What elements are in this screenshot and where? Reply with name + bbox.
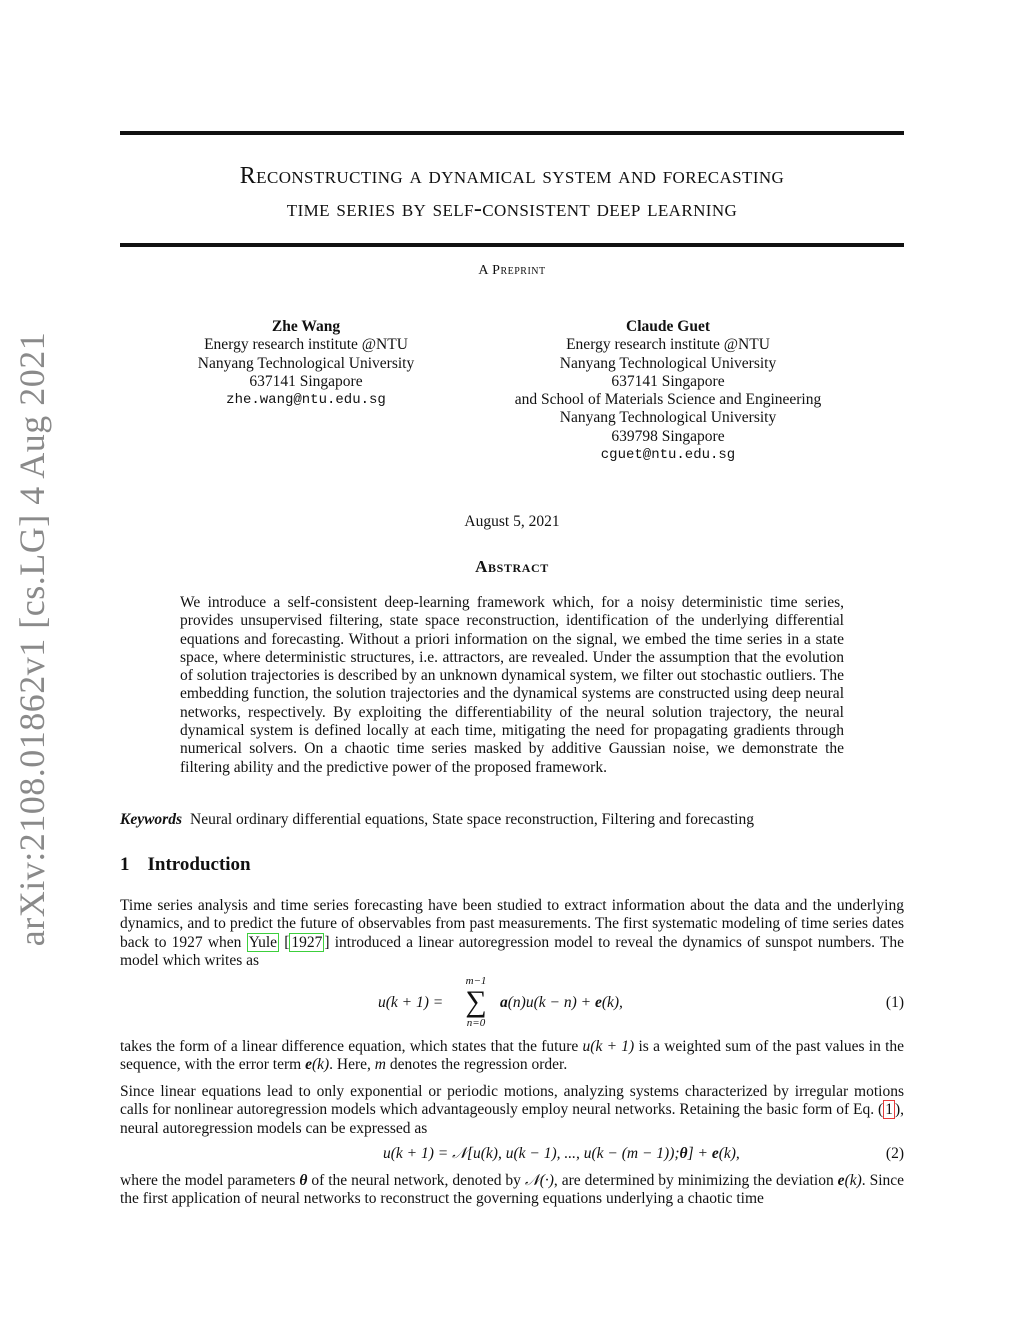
vector-theta: θ (679, 1145, 688, 1162)
equation-body (383, 1145, 740, 1163)
keywords-text: Neural ordinary differential equations, State space reconstruction, Filtering and forecasting (190, 811, 754, 828)
equation-number: (1) (885, 994, 904, 1011)
section-title: Introduction (147, 854, 251, 875)
intro-paragraph-2 (120, 1038, 904, 1075)
citation-link-year[interactable]: 1927 (291, 933, 323, 951)
paragraph-text: denotes the regression order. (389, 1056, 568, 1074)
author-block-2 (488, 318, 848, 464)
sum-upper-limit: m−1 (465, 975, 487, 987)
citation-link-author[interactable]: Yule (248, 933, 278, 951)
author-affiliation: 637141 Singapore (611, 372, 725, 390)
paragraph-text: introduced a linear autoregression model to reveal the dynamics of sunspot numbers. The model which writes as (120, 933, 905, 969)
vector-theta: θ (299, 1172, 308, 1189)
equation-term: (n)u(k − n) + (507, 994, 592, 1011)
paragraph-text: is a weighted sum of the past values in the sequence, with the error term (120, 1038, 905, 1074)
title-top-rule (120, 131, 904, 135)
paragraph-text: Since linear equations lead to only exponential or periodic motions, analyzing systems characterized by irregular motions calls for nonlinear autoregression models which advantageously employ neural networks. Retaining the basic form of Eq. ( (120, 1083, 904, 1119)
author-email[interactable]: zhe.wang@ntu.edu.sg (226, 392, 386, 409)
section-number: 1 (120, 854, 130, 875)
title-line-2: time series by self-consistent deep learning (286, 196, 738, 222)
abstract-text: We introduce a self-consistent deep-learning framework which, for a noisy deterministic time series, provides unsupervised filtering, state space reconstruction, identification of the underlying differential equations and forecasting. Without a priori information on the signal, we embed the time series in a state space, where deterministic structures, i.e. attractors, are revealed. Under the assumption that the evolution of solution trajectories is described by an unknown dynamical system, we filter out stochastic outliers. The embedding function, the solution trajectories and the dynamical systems are constructed using deep neural networks, respectively. By exploiting the differentiability of the neural solution trajectory, the neural dynamical system is defined locally at each time, mitigating the need for propagating gradients through numerical solvers. On a chaotic time series masked by additive Gaussian noise, we demonstrate the filtering ability and the predictive power of the proposed framework. (180, 594, 844, 776)
sum-symbol: ∑ (465, 985, 487, 1018)
author-email[interactable]: cguet@ntu.edu.sg (600, 447, 736, 464)
paragraph-text: where the model parameters (120, 1172, 296, 1189)
section-heading (120, 854, 251, 876)
equation-lhs: u(k + 1) = (378, 994, 444, 1011)
equation-number: (2) (885, 1145, 904, 1162)
paragraph-text: Time series analysis and time series forecasting have been studied to extract information about the data and the underlying dynamics, and to predict the future of observables from past measurements. The first systematic modeling of time series dates back to 1927 when (120, 897, 904, 951)
author-affiliation: and School of Materials Science and Engineering (514, 391, 822, 409)
paragraph-text: ), neural autoregression models can be expressed as (120, 1101, 904, 1137)
math-inline: (k) (844, 1172, 862, 1189)
math-inline: 𝒩(·) (524, 1172, 554, 1189)
paper-title (120, 160, 904, 226)
equation-term: u(k + 1) = 𝒩[u(k), u(k − 1), ..., u(k − (m − 1)); (383, 1145, 680, 1162)
vector-e: e (594, 994, 602, 1011)
equation-1 (120, 975, 904, 1035)
vector-a: a (500, 994, 508, 1011)
preprint-label: A Preprint (478, 263, 546, 278)
arxiv-identifier-stamp: arXiv:2108.01862v1 [cs.LG] 4 Aug 2021 (12, 331, 52, 947)
author-affiliation: Energy research institute @NTU (204, 336, 408, 354)
keywords-label: Keywords (120, 811, 182, 828)
author-name: Claude Guet (626, 318, 710, 335)
paragraph-text: takes the form of a linear difference equation, which states that the future (120, 1038, 579, 1055)
intro-paragraph-3 (120, 1083, 904, 1138)
equation-2 (120, 1145, 904, 1165)
author-affiliation: Nanyang Technological University (559, 354, 777, 372)
math-inline: m (374, 1056, 386, 1074)
author-affiliation: 639798 Singapore (611, 427, 725, 445)
paragraph-text: of the neural network, denoted by (311, 1172, 521, 1189)
paragraph-text: , are determined by minimizing the deviation (553, 1172, 834, 1189)
intro-paragraph-4 (120, 1172, 904, 1209)
paragraph-text: . Here, (329, 1056, 371, 1074)
equation-term: (k), (718, 1145, 740, 1162)
paragraph-text: . Since the first application of neural networks to reconstruct the governing equations underlying a chaotic time (120, 1172, 905, 1208)
summation-operator (458, 975, 494, 1029)
title-line-1: Reconstructing a dynamical system and forecasting (239, 163, 785, 189)
author-affiliation: Energy research institute @NTU (566, 336, 770, 354)
sum-lower-limit: n=0 (466, 1017, 486, 1029)
vector-e: e (711, 1145, 719, 1162)
author-affiliation: Nanyang Technological University (197, 354, 415, 372)
title-bottom-rule (120, 243, 904, 247)
paper-date: August 5, 2021 (464, 513, 560, 530)
equation-reference-link[interactable]: 1 (885, 1101, 893, 1119)
math-inline: (k) (311, 1056, 330, 1074)
equation-term: (k), (601, 994, 623, 1011)
vector-e: e (837, 1172, 845, 1189)
author-block-1 (180, 318, 432, 409)
keywords-line (120, 811, 904, 829)
abstract-heading: Abstract (475, 557, 549, 576)
math-inline: u(k + 1) (582, 1038, 635, 1055)
intro-paragraph-1: Time series analysis and time series forecasting have been studied to extract information about the data and the underlying dynamics, and to predict the future of observables from past measurements. The first systematic modeling of time series dates back to 1927 when Yule [ 1927 ] introduced a linear autoregression model to reveal the dynamics of sunspot numbers. The model which writes as (120, 897, 905, 969)
equation-term: ] + (687, 1145, 708, 1162)
author-name: Zhe Wang (271, 318, 341, 335)
vector-e: e (305, 1056, 312, 1074)
equation-rhs (500, 994, 623, 1012)
author-affiliation: Nanyang Technological University (559, 409, 777, 427)
author-affiliation: 637141 Singapore (249, 372, 363, 390)
